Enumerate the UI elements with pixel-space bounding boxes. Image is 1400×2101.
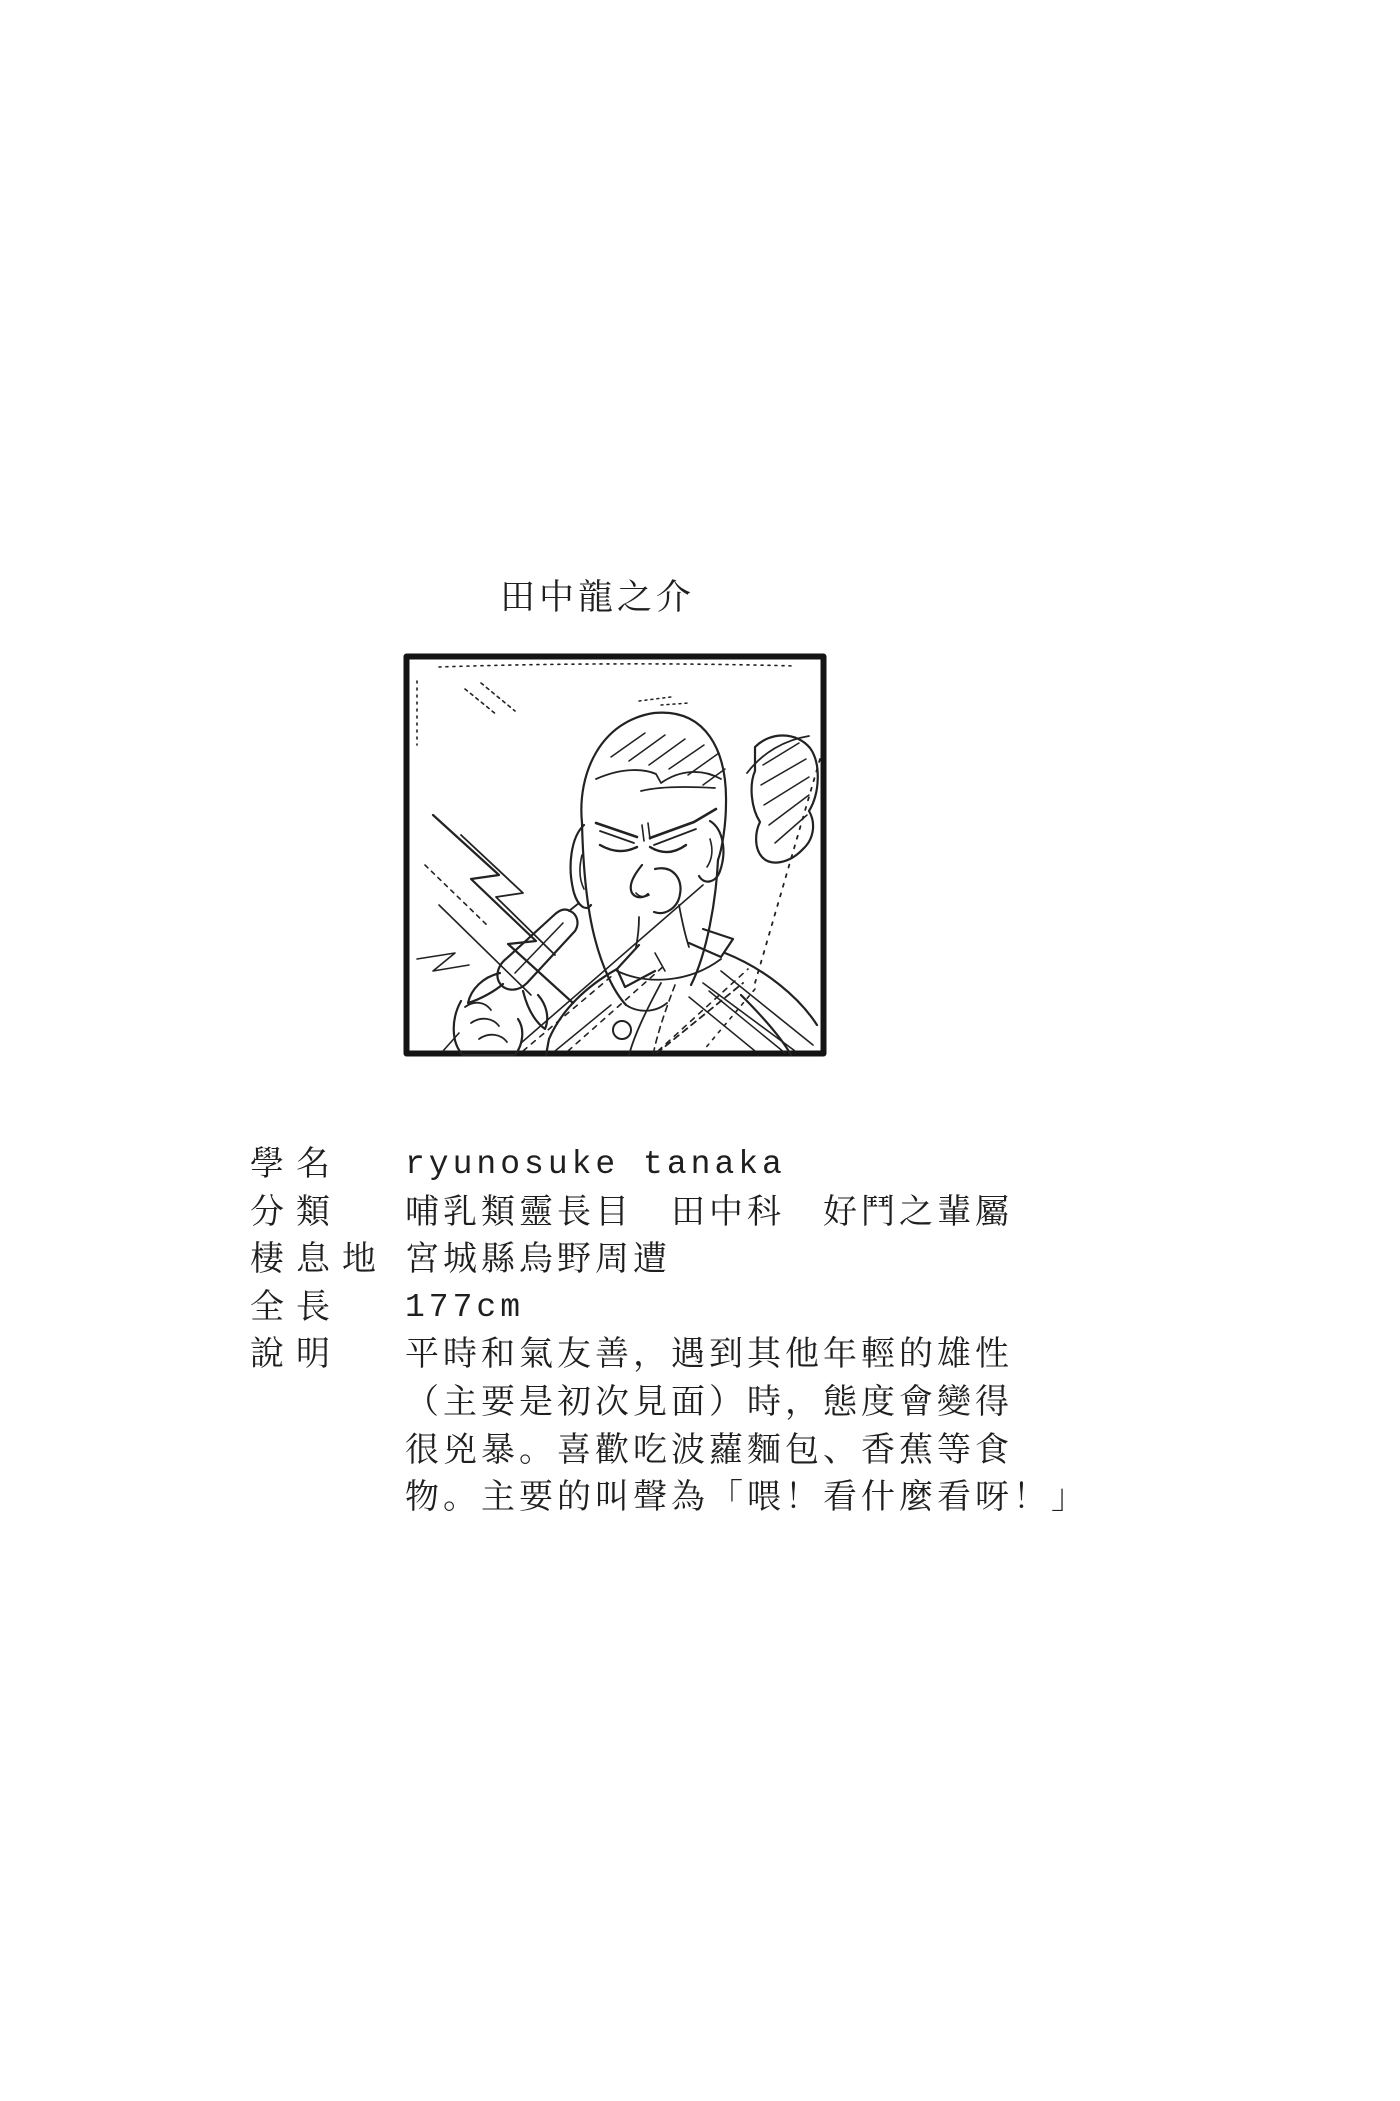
hand [443,1001,522,1055]
field-value: 177cm [405,1288,525,1326]
field-value: ryunosuke tanaka [405,1146,786,1183]
field-value: 宮城縣烏野周遭 [405,1241,671,1279]
speed-lines [465,683,813,1051]
field-label: 棲息地 [250,1241,388,1279]
description-line: 很兇暴。喜歡吃波蘿麵包、香蕉等食 [405,1431,1013,1469]
profile-row-length [250,1284,1089,1332]
portrait-frame [403,653,827,1057]
profile-row-description [250,1331,1089,1521]
description-line: 物。主要的叫聲為「喂！看什麼看呀！」 [405,1479,1089,1517]
background-figure [657,735,820,1055]
field-value [405,1331,1089,1521]
profile-row-classification [250,1189,1089,1237]
field-label: 全長 [250,1288,342,1326]
description-line: 平時和氣友善，遇到其他年輕的雄性 [405,1336,1013,1374]
field-label: 分類 [250,1193,342,1231]
description-line: （主要是初次見面）時，態度會變得 [405,1383,1013,1421]
profile-table [250,1141,1089,1522]
tanaka-head [571,697,726,1011]
field-label: 學名 [250,1146,342,1183]
page-title: 田中龍之介 [500,578,696,617]
character-sketch [403,653,827,1057]
field-value: 哺乳類靈長目 田中科 好鬥之輩屬 [405,1193,1013,1231]
uniform [546,929,817,1055]
profile-row-scientific-name [250,1141,1089,1189]
profile-row-habitat [250,1236,1089,1284]
field-label: 說明 [250,1336,342,1374]
